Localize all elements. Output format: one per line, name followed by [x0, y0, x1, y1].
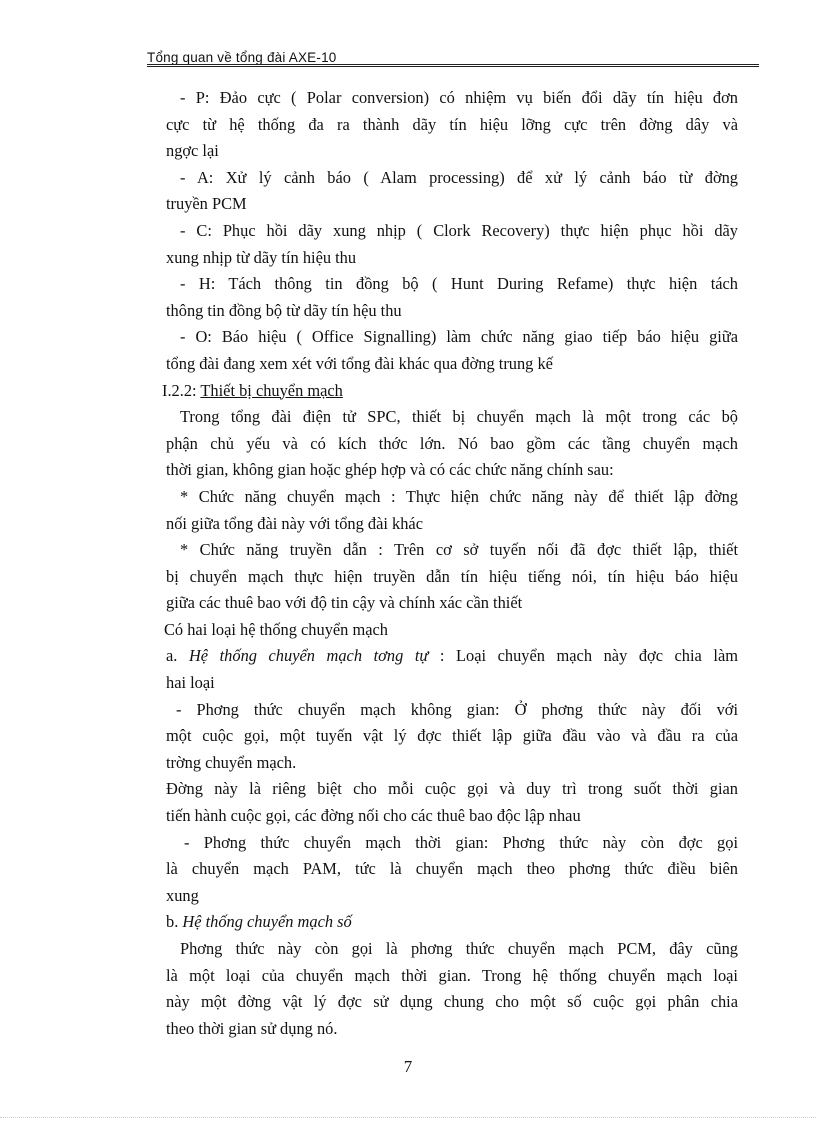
header-rule — [147, 64, 759, 67]
paragraph-line: là một loại của chuyển mạch thời gian. Trong hệ thống chuyển mạch loại — [166, 965, 738, 985]
paragraph-line: tiến hành cuộc gọi, các đờng nối cho các thuê bao độc lập nhau — [166, 806, 581, 826]
paragraph-line: theo thời gian sử dụng nó. — [166, 1018, 338, 1038]
paragraph-line: truyền PCM — [166, 194, 247, 214]
section-heading — [162, 378, 738, 405]
page-number: 7 — [403, 1057, 413, 1076]
paragraph-line: thông tin đồng bộ từ dãy tín hệu thu — [166, 300, 402, 320]
paragraph-line: Phơng thức này còn gọi là phơng thức chuyển mạch PCM, đây cũng — [180, 939, 738, 958]
subsection-title: Hệ thống chuyển mạch số — [182, 912, 352, 932]
paragraph-line: - Phơng thức chuyển mạch không gian: Ở phơng thức này đối với — [176, 699, 738, 719]
paragraph-line: bị chuyển mạch thực hiện truyền dẫn tín hiệu tiếng nói, tín hiệu báo hiệu — [166, 566, 738, 586]
paragraph-line: Trong tổng đài điện tử SPC, thiết bị chuyển mạch là một trong các bộ — [180, 407, 738, 427]
paragraph-text: : Loại chuyển mạch này đợc chia làm — [428, 646, 738, 666]
paragraph-line: - H: Tách thông tin đồng bộ ( Hunt During Refame) thực hiện tách — [180, 274, 738, 294]
paragraph-line: phận chủ yếu và có kích thớc lớn. Nó bao gồm các tầng chuyển mạch — [166, 433, 738, 453]
paragraph-line: ngợc lại — [166, 141, 219, 161]
paragraph-line: xung — [166, 885, 199, 905]
section-number: I.2.2: — [162, 380, 201, 400]
paragraph-line: giữa các thuê bao với độ tin cậy và chính xác cần thiết — [166, 593, 523, 613]
paragraph-line: Có hai loại hệ thống chuyển mạch — [164, 619, 388, 639]
page-bottom-border — [0, 1117, 816, 1118]
paragraph-line: - O: Báo hiệu ( Office Signalling) làm chức năng giao tiếp báo hiệu giữa — [180, 327, 738, 347]
paragraph-line: - P: Đảo cực ( Polar conversion) có nhiệm vụ biến đổi dãy tín hiệu đơn — [180, 88, 738, 107]
paragraph-line: một cuộc gọi, một tuyến vật lý đợc thiết lập giữa đầu vào và đầu ra của — [166, 726, 738, 746]
paragraph-line: tổng đài đang xem xét với tổng đài khác qua đờng trung kế — [166, 353, 553, 373]
running-header: Tổng quan về tổng đài AXE-10 — [147, 50, 337, 65]
paragraph-line: trờng chuyển mạch. — [166, 752, 297, 772]
paragraph-line: * Chức năng truyền dẫn : Trên cơ sở tuyến nối đã đợc thiết lập, thiết — [180, 540, 738, 560]
paragraph-line: cực từ hệ thống đa ra thành dãy tín hiệu lỡng cực trên đờng dây và — [166, 114, 738, 134]
paragraph-line: Đờng này là riêng biệt cho mỗi cuộc gọi và duy trì trong suốt thời gian — [166, 779, 738, 799]
paragraph-line: hai loại — [166, 673, 215, 693]
paragraph-line: - A: Xử lý cảnh báo ( Alam processing) để xử lý cảnh báo từ đờng — [180, 167, 738, 187]
section-title: Thiết bị chuyển mạch — [200, 380, 343, 400]
subsection-heading — [166, 643, 738, 670]
paragraph-line: - Phơng thức chuyển mạch thời gian: Phơng thức này còn đợc gọi — [184, 832, 738, 852]
paragraph-line: là chuyển mạch PAM, tức là chuyển mạch theo phơng thức điều biên — [166, 859, 738, 879]
paragraph-line: - C: Phục hồi dãy xung nhịp ( Clork Recovery) thực hiện phục hồi dãy — [180, 220, 738, 240]
body-text — [162, 85, 738, 1042]
subsection-label: a. — [166, 646, 189, 666]
paragraph-line: xung nhịp từ dãy tín hiệu thu — [166, 247, 357, 267]
subsection-label: b. — [166, 912, 183, 932]
paragraph-line: thời gian, không gian hoặc ghép hợp và có các chức năng chính sau: — [166, 460, 614, 480]
subsection-heading — [166, 909, 738, 936]
paragraph-line: này một đờng vật lý đợc sử dụng chung cho một số cuộc gọi phân chia — [166, 992, 738, 1012]
paragraph-line: nối giữa tổng đài này với tổng đài khác — [166, 513, 423, 533]
subsection-title: Hệ thống chuyển mạch tơng tự — [188, 646, 429, 666]
paragraph-line: * Chức năng chuyển mạch : Thực hiện chức năng này để thiết lập đờng — [180, 486, 738, 506]
